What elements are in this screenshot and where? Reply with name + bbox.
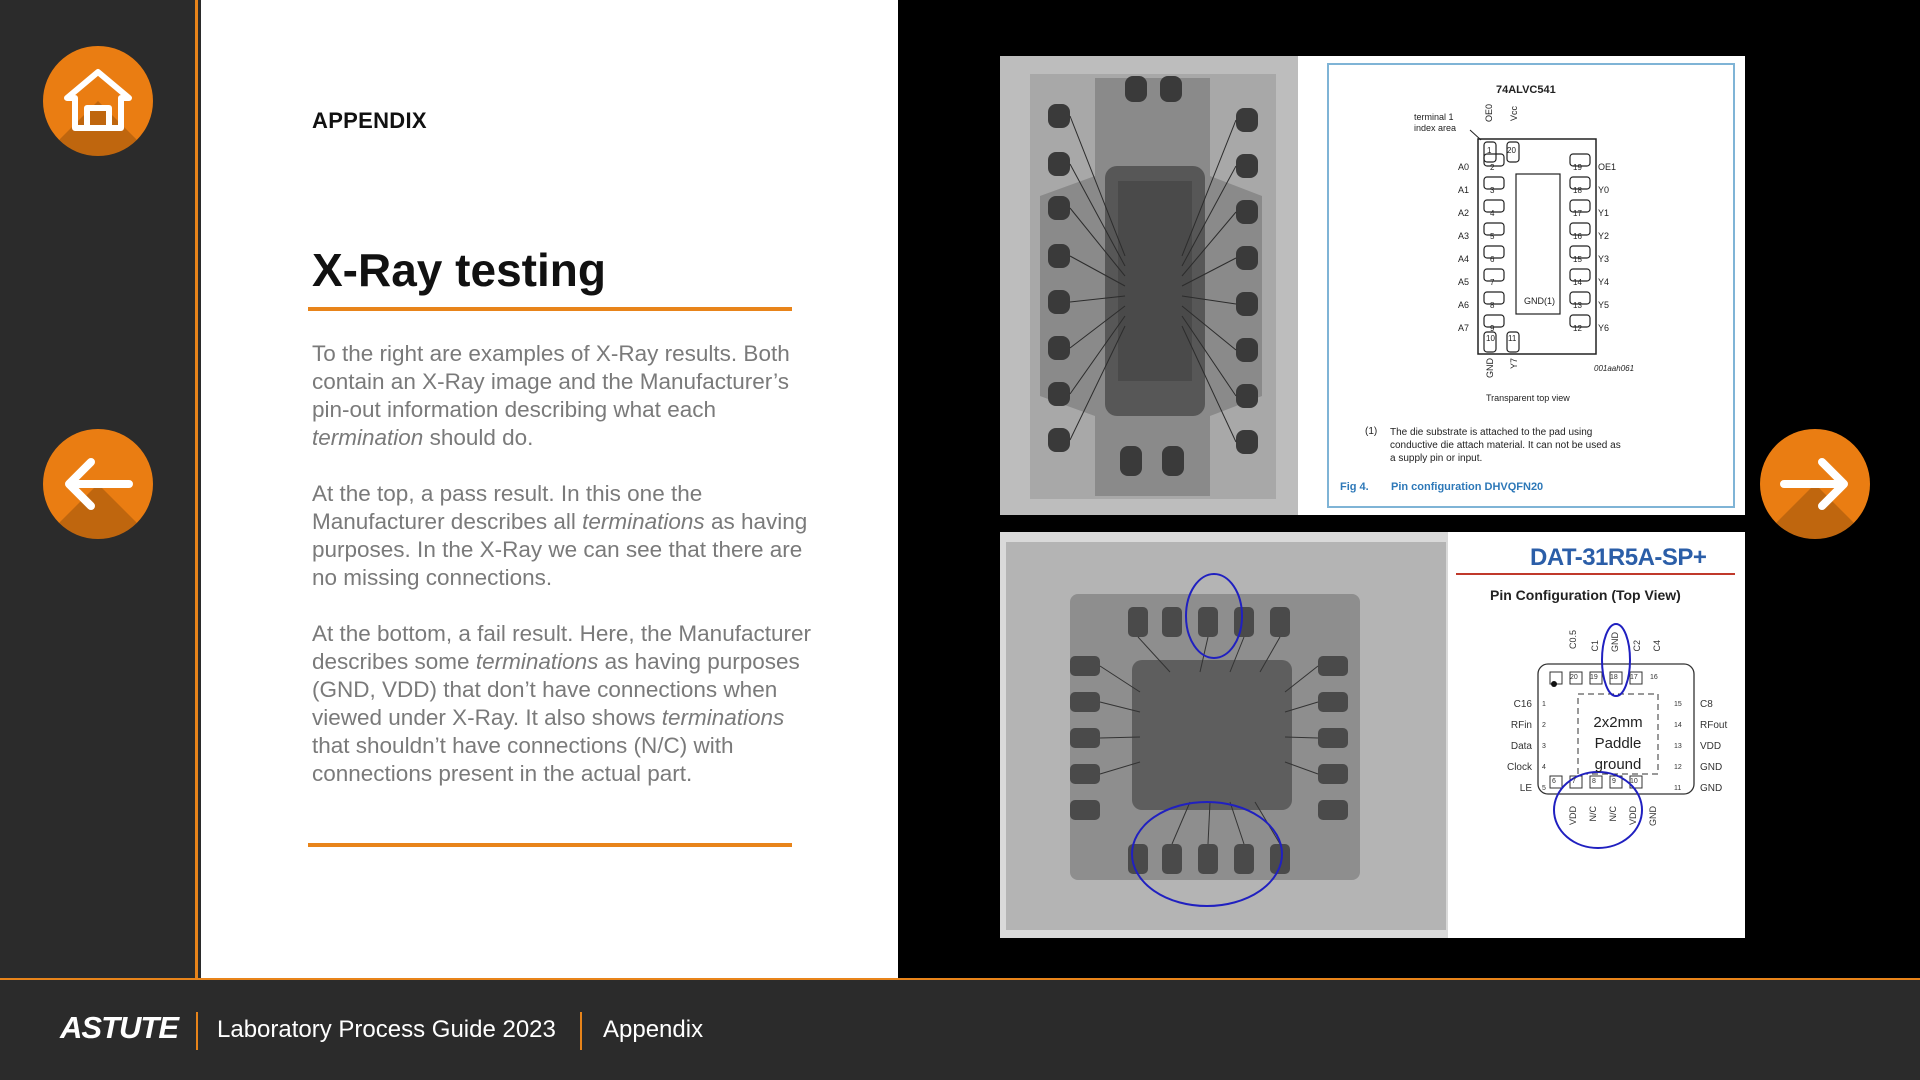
page-title: X-Ray testing — [312, 244, 606, 296]
pinout-fail-labels: DAT-31R5A-SP+ Pin Configuration (Top View) C0.5 C1 GND C2 C4 20 19 18 17 16 C16 RFin Data Clock LE 1 2 3 4 5 15 14 13 12 11 C8 RFout VDD GND GND 2x2mm Paddle ground 6 7 8 9 10 VDD N/C N/C VDD GND — [1490, 544, 1728, 826]
home-icon — [43, 46, 153, 156]
pinout-pass-labels: 74ALVC541 terminal 1 index area OE0 Vcc 1 20 A0 A1 A2 A3 A4 A5 A6 A7 2 3 4 5 6 7 8 9 19 18 17 16 15 14 13 12 OE1 Y0 Y1 Y2 Y3 Y4 Y5 Y6 GND(1) 10 11 GND Y7 001aah061 Transparent top view (1) The die substrate is attached to the pad using conductive die attach material. It can not be used as a supply pin or input. Fig 4. Pin configuration DHVQFN20 — [1340, 84, 1635, 493]
back-button[interactable] — [43, 429, 153, 539]
home-button[interactable] — [43, 46, 153, 156]
arrow-right-icon — [1760, 429, 1870, 539]
paragraph-pass: At the top, a pass result. In this one the Manufacturer describes all terminations as having purposes. In the X-Ray we can see that there are no missing connections. — [312, 481, 808, 590]
footer-section: Appendix — [603, 1016, 704, 1043]
paragraph-intro: To the right are examples of X-Ray results. Both contain an X-Ray image and the Manufacturer’s pin-out information describing what each termination should do. — [312, 341, 790, 450]
xray-pass-figure — [1000, 56, 1745, 515]
section-label: APPENDIX — [312, 108, 427, 133]
title-divider — [308, 307, 792, 311]
footer-guide-title: Laboratory Process Guide 2023 — [217, 1016, 556, 1043]
arrow-left-icon — [43, 429, 153, 539]
next-button[interactable] — [1760, 429, 1870, 539]
bottom-divider — [308, 843, 792, 847]
paragraph-fail: At the bottom, a fail result. Here, the Manufacturer describes some terminations as having purposes (GND, VDD) that don’t have connections when viewed under X-Ray. It also shows terminations that shouldn’t have connections (N/C) with connections present in the actual part. — [312, 621, 811, 786]
footer-divider — [196, 1012, 198, 1050]
body-text — [312, 340, 822, 816]
xray-fail-figure — [1000, 532, 1745, 938]
astute-logo: ASTUTE — [60, 1010, 178, 1045]
footer-divider — [580, 1012, 582, 1050]
